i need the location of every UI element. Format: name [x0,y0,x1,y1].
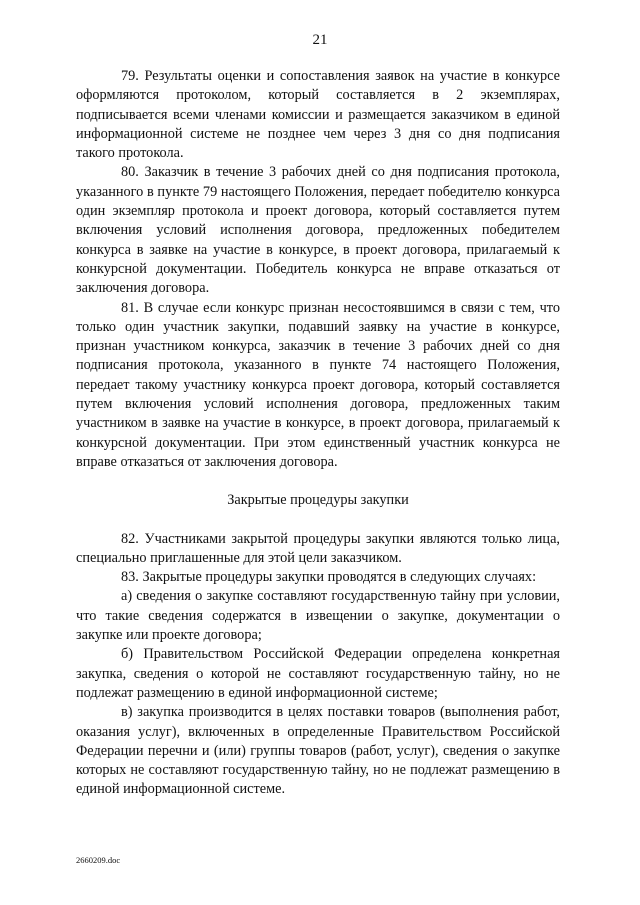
paragraph-79: 79. Результаты оценки и сопоставления заявок на участие в конкурсе оформляются протоколом, который составляется в 2 экземплярах, подписывается всеми членами комиссии и размещается заказчиком в единой информационной системе не позднее чем через 3 дня со дня подписания такого протокола. [76,68,560,162]
paragraph-82: 82. Участниками закрытой процедуры закупки являются только лица, специально приглашенные для этой цели заказчиком. [76,530,560,566]
paragraph-81: 81. В случае если конкурс признан несостоявшимся в связи с тем, что только один участник закупки, подавший заявку на участие в конкурсе, признан участником конкурса, заказчик в течение 3 рабочих дней со дня подписания протокола, указанного в пункте 74 настоящего Положения, передает такому участнику конкурса проект договора, который составляется путем включения условий исполнения договора, предложенных таким участником в заявке на участие в конкурсе, в проект договора, прилагаемый к конкурсной документации. При этом единственный участник конкурса не вправе отказаться от заключения договора. [76,299,560,470]
paragraph-83: 83. Закрытые процедуры закупки проводятся в следующих случаях: [121,569,537,586]
footer-filename: 2660209.doc [76,855,121,865]
section-heading: Закрытые процедуры закупки [227,492,409,509]
list-item-v: в) закупка производится в целях поставки товаров (выполнения работ, оказания услуг), включенных в определенные Правительством Российской Федерации перечни и (или) группы товаров (работ, услуг), сведения о закупке которых не составляют государственную тайну, но не подлежат размещению в единой информационной системе. [76,704,560,798]
list-item-b: б) Правительством Российской Федерации определена конкретная закупка, сведения о которой не составляют государственную тайну, но не подлежат размещению в единой информационной системе; [76,646,560,701]
document-body [76,67,560,800]
paragraph-80: 80. Заказчик в течение 3 рабочих дней со дня подписания протокола, указанного в пункте 79 настоящего Положения, передает победителю конкурса один экземпляр протокола и проект договора, который составляется путем включения условий исполнения договора, предложенных победителем конкурса в заявке на участие в конкурсе, в проект договора, прилагаемый к конкурсной документации. Победитель конкурса не вправе отказаться от заключения договора. [76,164,560,297]
page-number: 21 [312,32,328,48]
list-item-a: а) сведения о закупке составляют государственную тайну при условии, что такие сведения содержатся в извещении о закупке, документации о закупке или проекте договора; [76,588,560,644]
